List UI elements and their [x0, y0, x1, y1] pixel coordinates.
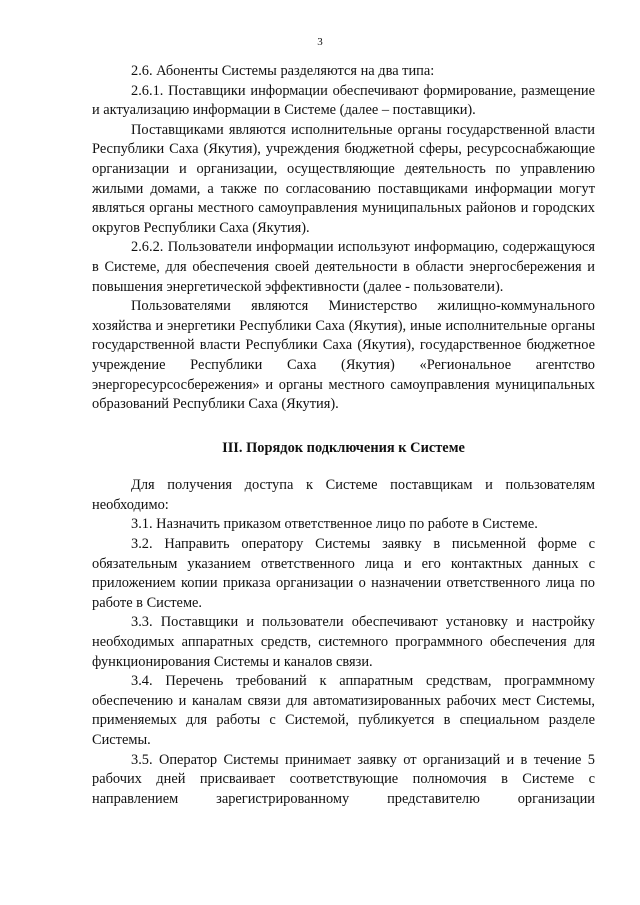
paragraph-2-6: 2.6. Абоненты Системы разделяются на два типа:: [131, 63, 435, 79]
paragraph-intro: Для получения доступа к Системе поставщикам и пользователям необходимо:: [92, 477, 595, 513]
paragraph-3-4: 3.4. Перечень требований к аппаратным средствам, программному обеспечению и каналам связи для автоматизированных рабочих мест Системы, применяемых для работы с Системой, публикуется в специальном разделе Системы.: [92, 673, 595, 748]
paragraph-3-5: 3.5. Оператор Системы принимает заявку от организаций и в течение 5 рабочих дней присваивает соответствующие полномочия в Системе с направлением зарегистрированному представителю организации: [92, 751, 595, 807]
document-body: [92, 62, 595, 809]
paragraph-3-2: 3.2. Направить оператору Системы заявку в письменной форме с обязательным указанием ответственного лица и его контактных данных с приложением копии приказа организации о назначении ответственного лица по работе в Системе.: [92, 536, 595, 611]
spacer: [92, 415, 595, 439]
paragraph-3-3: 3.3. Поставщики и пользователи обеспечивают установку и настройку необходимых аппаратных средств, системного программного обеспечения для функционирования Системы и каналов связи.: [92, 614, 595, 670]
paragraph-3-1: 3.1. Назначить приказом ответственное лицо по работе в Системе.: [131, 516, 538, 533]
paragraph-2-6-2: 2.6.2. Пользователи информации используют информацию, содержащуюся в Системе, для обеспечения своей деятельности в области энергосбережения и повышения энергетической эффективности (далее - пользователи).: [92, 239, 595, 295]
paragraph-2-6-1: 2.6.1. Поставщики информации обеспечивают формирование, размещение и актуализацию информации в Системе (далее – поставщики).: [92, 82, 595, 119]
paragraph-suppliers: Поставщиками являются исполнительные органы государственной власти Республики Саха (Якутия), учреждения бюджетной сферы, ресурсоснабжающие организации и организации, осуществляющие деятельность по управлению жилыми домами, а также по согласованию поставщиками информации могут являться органы местного самоуправления муниципальных районов и городских округов Республики Саха (Якутия).: [92, 121, 595, 236]
spacer: [92, 458, 595, 476]
section-heading: III. Порядок подключения к Системе: [222, 439, 465, 456]
paragraph-users: Пользователями являются Министерство жилищно-коммунального хозяйства и энергетики Республики Саха (Якутия), иные исполнительные органы государственной власти Республики Саха (Якутия), государственное бюджетное учреждение Республики Саха (Якутия) «Региональное агентство энергоресурсосбережения» и органы местного самоуправления муниципальных образований Республики Саха (Якутия).: [92, 298, 595, 413]
page-number: 3: [317, 36, 323, 48]
